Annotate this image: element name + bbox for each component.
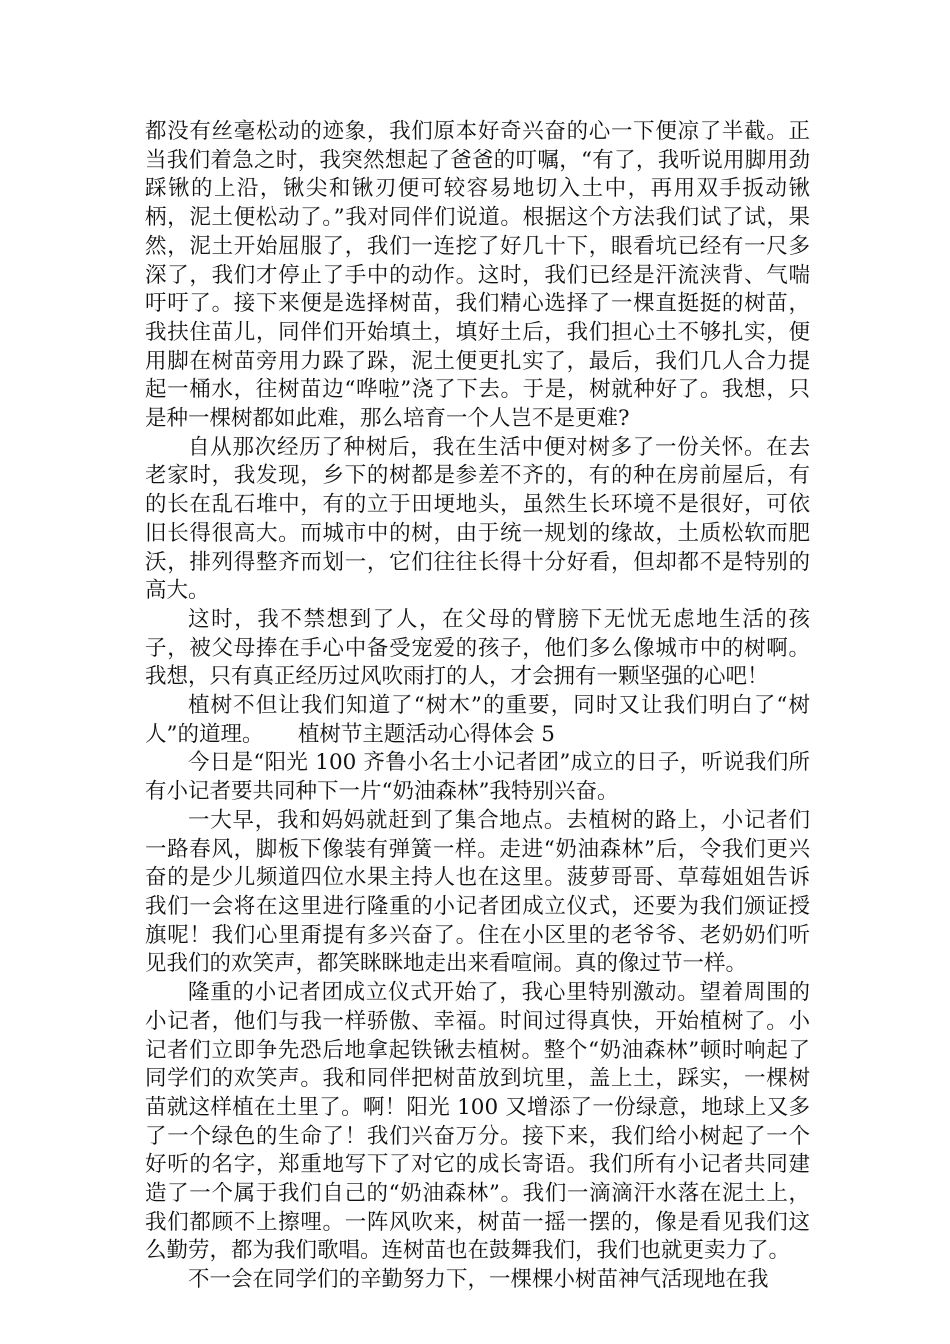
paragraph-4 xyxy=(145,692,810,749)
paragraph-5: 今日是“阳光 100 齐鲁小名士小记者团”成立的日子，听说我们所有小记者要共同种下一片“奶油森林”我特别兴奋。 xyxy=(145,750,810,805)
paragraph-8: 不一会在同学们的辛勤努力下，一棵棵小树苗神气活现地在我 xyxy=(188,1267,769,1293)
paragraph-4-text: 植树不但让我们知道了“树木”的重要，同时又让我们明白了“树人”的道理。 xyxy=(145,693,810,747)
paragraph-7: 隆重的小记者团成立仪式开始了，我心里特别激动。望着周围的小记者，他们与我一样骄傲、幸福。时间过得真快，开始植树了。小记者们立即争先恐后地拿起铁锹去植树。整个“奶油森林”顿时响起了同学们的欢笑声。我和同伴把树苗放到坑里，盖上土，踩实，一棵树苗就这样植在土里了。啊！阳光 100 又增添了一份绿意，地球上又多了一个绿色的生命了！我们兴奋万分。接下来，我们给小树起了一个好听的名字，郑重地写下了对它的成长寄语。我们所有小记者共同建造了一个属于我们自己的“奶油森林”。我们一滴滴汗水落在泥土上，我们都顾不上擦哩。一阵风吹来，树苗一摇一摆的，像是看见我们这么勤劳，都为我们歌唱。连树苗也在鼓舞我们，我们也就更卖力了。 xyxy=(145,980,810,1264)
paragraph-1: 都没有丝毫松动的迹象，我们原本好奇兴奋的心一下便凉了半截。正当我们着急之时，我突然想起了爸爸的叮嘱，“有了，我听说用脚用劲踩锹的上沿，锹尖和锹刃便可较容易地切入土中，再用双手扳动锹柄，泥土便松动了。”我对同伴们说道。根据这个方法我们试了试，果然，泥土开始屈服了，我们一连挖了好几十下，眼看坑已经有一尺多深了，我们才停止了手中的动作。这时，我们已经是汗流浃背、气喘吁吁了。接下来便是选择树苗，我们精心选择了一棵直挺挺的树苗，我扶住苗儿，同伴们开始填土，填好土后，我们担心土不够扎实，便用脚在树苗旁用力跺了跺，泥土便更扎实了，最后，我们几人合力提起一桶水，往树苗边“哗啦”浇了下去。于是，树就种好了。我想，只是种一棵树都如此难，那么培育一个人岂不是更难? xyxy=(145,119,810,432)
document-body xyxy=(145,118,810,1295)
paragraph-3: 这时，我不禁想到了人，在父母的臂膀下无忧无虑地生活的孩子，被父母捧在手心中备受宠爱的孩子，他们多么像城市中的树啊。我想，只有真正经历过风吹雨打的人，才会拥有一颗坚强的心吧！ xyxy=(145,606,810,690)
paragraph-6: 一大早，我和妈妈就赶到了集合地点。去植树的路上，小记者们一路春风，脚板下像装有弹簧一样。走进“奶油森林”后，令我们更兴奋的是少儿频道四位水果主持人也在这里。菠萝哥哥、草莓姐姐告诉我们一会将在这里进行隆重的小记者团成立仪式，还要为我们颁证授旗呢！我们心里甭提有多兴奋了。住在小区里的老爷爷、老奶奶们听见我们的欢笑声，都笑眯眯地走出来看喧闹。真的像过节一样。 xyxy=(145,807,810,977)
section-heading: 植树节主题活动心得体会 5 xyxy=(297,721,555,747)
paragraph-2: 自从那次经历了种树后，我在生活中便对树多了一份关怀。在去老家时，我发现，乡下的树都是参差不齐的，有的种在房前屋后，有的长在乱石堆中，有的立于田埂地头，虽然生长环境不是很好，可依旧长得很高大。而城市中的树，由于统一规划的缘故，土质松软而肥沃，排列得整齐而划一，它们往往长得十分好看，但却都不是特别的高大。 xyxy=(145,434,810,604)
